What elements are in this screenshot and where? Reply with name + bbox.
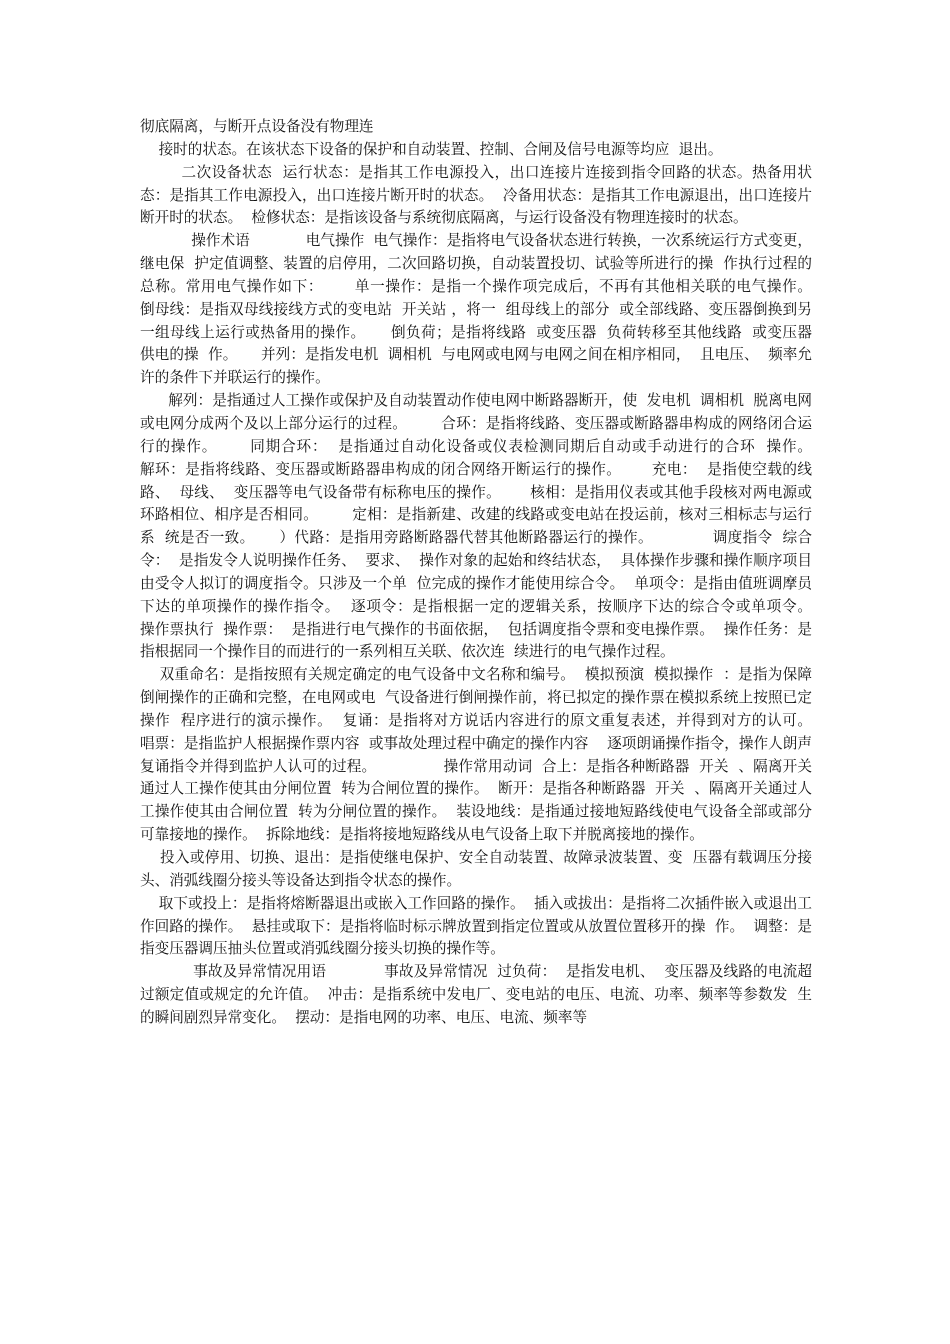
paragraph-9: 事故及异常情况用语 事故及异常情况 过负荷： 是指发电机、 变压器及线路的电流超过额定值或规定的允许值。 冲击：是指系统中发电厂、变电站的电压、电流、功率、频率等参数发 生的瞬间剧烈异常变化。 摆动：是指电网的功率、电压、电流、频率等	[140, 963, 812, 1026]
paragraph-1: 彻底隔离，与断开点设备没有物理连	[140, 118, 374, 135]
paragraph-4: 操作术语 电气操作 电气操作：是指将电气设备状态进行转换，一次系统运行方式变更，继电保 护定值调整、装置的启停用，二次回路切换，自动装置投切、试验等所进行的操 作执行过程的总称。常用电气操作如下： 单一操作：是指一个操作项完成后，不再有其他相关联的电气操作。 倒母线：是指双母线接线方式的变电站 开关站 ，将一 组母线上的部分 或全部线路、变压器倒换到另一组母线上运行或热备用的操作。 倒负荷；是指将线路 或变压器 负荷转移至其他线路 或变压器 供电的操 作。 并列：是指发电机 调相机 与电网或电网与电网之间在相序相同， 且电压、 频率允许的条件下并联运行的操作。	[140, 232, 836, 387]
paragraph-2: 接时的状态。在该状态下设备的保护和自动装置、控制、合闸及信号电源等均应 退出。	[140, 140, 723, 158]
paragraph-5: 解列：是指通过人工操作或保护及自动装置动作使电网中断路器断开，使 发电机 调相机 脱离电网或电网分成两个及以上部分运行的过程。 合环：是指将线路、变压器或断路器串构成的网络闭合运行的操作。 同期合环： 是指通过自动化设备或仪表检测同期后自动或手动进行的合环 操作。 解环：是指将线路、变压器或断路器串构成的闭合网络开断运行的操作。 充电： 是指使空载的线路、 母线、 变压器等电气设备带有标称电压的操作。 核相：是指用仪表或其他手段核对两电源或环路相位、相序是否相同。 定相：是指新建、改建的线路或变电站在投运前，核对三相标志与运行系 统是否一致。 ）代路：是指用旁路断路器代替其他断路器运行的操作。 调度指令 综合令： 是指发令人说明操作任务、 要求、 操作对象的起始和终结状态， 具体操作步骤和操作顺序项目由受令人拟订的调度指令。只涉及一个单 位完成的操作才能使用综合令。 单项令：是指由值班调摩员下达的单项操作的操作指令。 逐项令：是指根据一定的逻辑关系，按顺序下达的综合令或单项令。 操作票执行 操作票： 是指进行电气操作的书面依据， 包括调度指令票和变电操作票。 操作任务：是指根据同一个操作目的而进行的一系列相互关联、依次连 续进行的电气操作过程。	[140, 392, 868, 661]
paragraph-6: 双重命名：是指按照有关规定确定的电气设备中文名称和编号。 模拟预演 模拟操作 ：是指为保障倒闸操作的正确和完整，在电网或电 气设备进行倒闸操作前，将已拟定的操作票在模拟系统上按照已定操作 程序进行的演示操作。 复诵：是指将对方说话内容进行的原文重复表述，并得到对方的认可。 唱票：是指监护人根据操作票内容 或事故处理过程中确定的操作内容 逐项朗诵操作指令，操作人朗声复诵指令并得到监护人认可的过程。 操作常用动词 合上：是指各种断路器 开关 、隔离开关通过人工操作使其由分闸位置 转为合闸位置的操作。 断开：是指各种断路器 开关 、隔离开关通过人工操作使其由合闸位置 转为分闸位置的操作。 装设地线：是指通过接地短路线使电气设备全部或部分可靠接地的操作。 拆除地线：是指将接地短路线从电气设备上取下并脱离接地的操作。	[140, 666, 826, 844]
paragraph-3: 二次设备状态 运行状态：是指其工作电源投入，出口连接片连接到指令回路的状态。热备用状态：是指其工作电源投入，出口连接片断开时的状态。 冷备用状态：是指其工作电源退出，出口连接片断开时的状态。 检修状态：是指该设备与系统彻底隔离，与运行设备没有物理连接时的状态。	[140, 163, 812, 227]
document-body	[140, 116, 868, 1030]
paragraph-7: 投入或停用、切换、退出：是指使继电保护、安全自动装置、故障录波装置、变 压器有载调压分接头、消弧线圈分接头等设备达到指令状态的操作。	[140, 849, 812, 889]
paragraph-8: 取下或投上：是指将熔断器退出或嵌入工作回路的操作。 插入或拔出：是指将二次插件嵌入或退出工作回路的操作。 悬挂或取下：是指将临时标示牌放置到指定位置或从放置位置移开的操 作。 调整：是指变压器调压抽头位置或消弧线圈分接头切换的操作等。	[140, 894, 812, 958]
